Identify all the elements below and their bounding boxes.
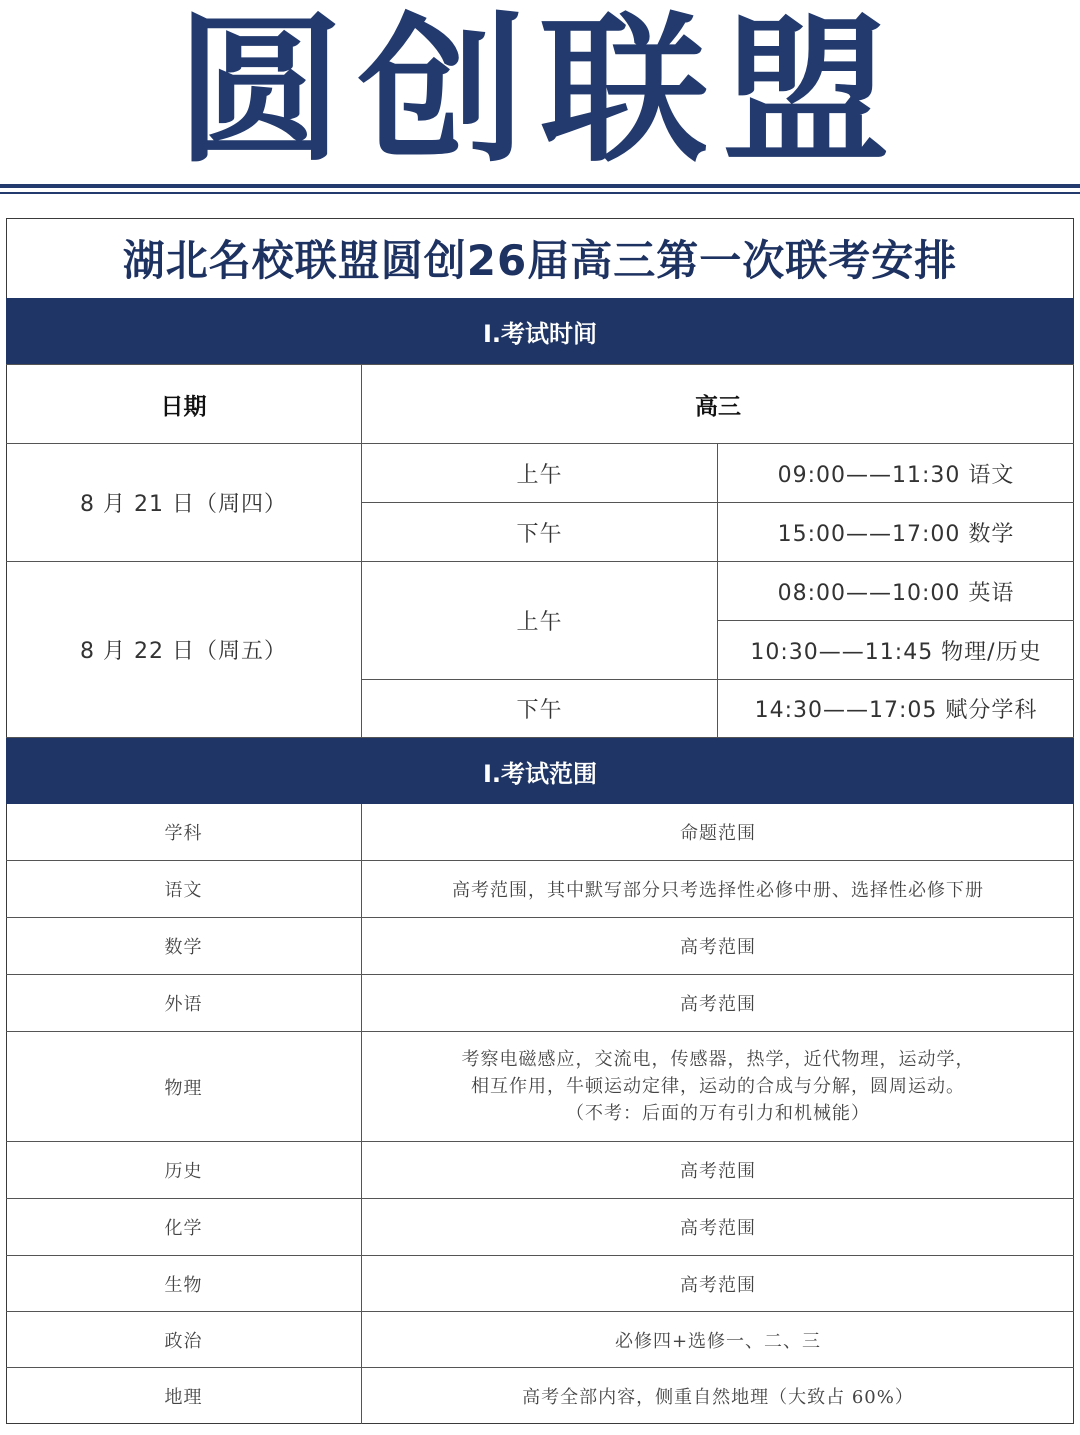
col-subject-header: 学科	[6, 804, 362, 861]
subject-cell: 数学	[6, 918, 362, 975]
session-cell: 15:00——17:00 数学	[718, 503, 1074, 562]
scope-cell: 高考范围	[362, 1256, 1074, 1312]
session-cell: 14:30——17:05 赋分学科	[718, 680, 1074, 738]
scope-cell: 高考范围	[362, 918, 1074, 975]
scope-cell-multiline	[362, 1032, 1074, 1142]
scope-cell: 高考范围，其中默写部分只考选择性必修中册、选择性必修下册	[362, 861, 1074, 918]
scope-line: 考察电磁感应，交流电，传感器，热学，近代物理，运动学，	[461, 1049, 975, 1070]
session-cell: 08:00——10:00 英语	[718, 562, 1074, 621]
col-date-header: 日期	[6, 364, 362, 444]
period-cell: 上午	[362, 444, 718, 503]
period-cell: 下午	[362, 680, 718, 738]
section-time-heading: Ⅰ.考试时间	[6, 298, 1074, 364]
section-scope-heading: Ⅰ.考试范围	[6, 738, 1074, 804]
scope-cell: 高考范围	[362, 1199, 1074, 1256]
scope-cell: 高考范围	[362, 975, 1074, 1032]
subject-cell: 历史	[6, 1142, 362, 1199]
brand-rule-thin	[0, 192, 1080, 194]
session-cell: 10:30——11:45 物理/历史	[718, 621, 1074, 680]
scope-cell: 高考范围	[362, 1142, 1074, 1199]
brand-header	[0, 0, 1080, 185]
subject-cell: 外语	[6, 975, 362, 1032]
subject-cell: 物理	[6, 1032, 362, 1142]
subject-cell: 生物	[6, 1256, 362, 1312]
col-scope-header: 命题范围	[362, 804, 1074, 861]
subject-cell: 语文	[6, 861, 362, 918]
scope-cell: 必修四+选修一、二、三	[362, 1312, 1074, 1368]
subject-cell: 地理	[6, 1368, 362, 1424]
date-cell-day2: 8 月 22 日（周五）	[6, 562, 362, 738]
brand-rule	[0, 184, 1080, 188]
period-cell: 下午	[362, 503, 718, 562]
scope-line: 相互作用，牛顿运动定律，运动的合成与分解，圆周运动。	[471, 1076, 965, 1097]
period-cell: 上午	[362, 562, 718, 680]
subject-cell: 化学	[6, 1199, 362, 1256]
session-cell: 09:00——11:30 语文	[718, 444, 1074, 503]
date-cell-day1: 8 月 21 日（周四）	[6, 444, 362, 562]
brand-title: 圆创联盟	[176, 0, 904, 185]
scope-line: （不考：后面的万有引力和机械能）	[566, 1103, 870, 1124]
subject-cell: 政治	[6, 1312, 362, 1368]
scope-cell: 高考全部内容，侧重自然地理（大致占 60%）	[522, 1387, 914, 1408]
document-title: 湖北名校联盟圆创26届高三第一次联考安排	[122, 236, 958, 285]
col-grade-header: 高三	[362, 364, 1074, 444]
